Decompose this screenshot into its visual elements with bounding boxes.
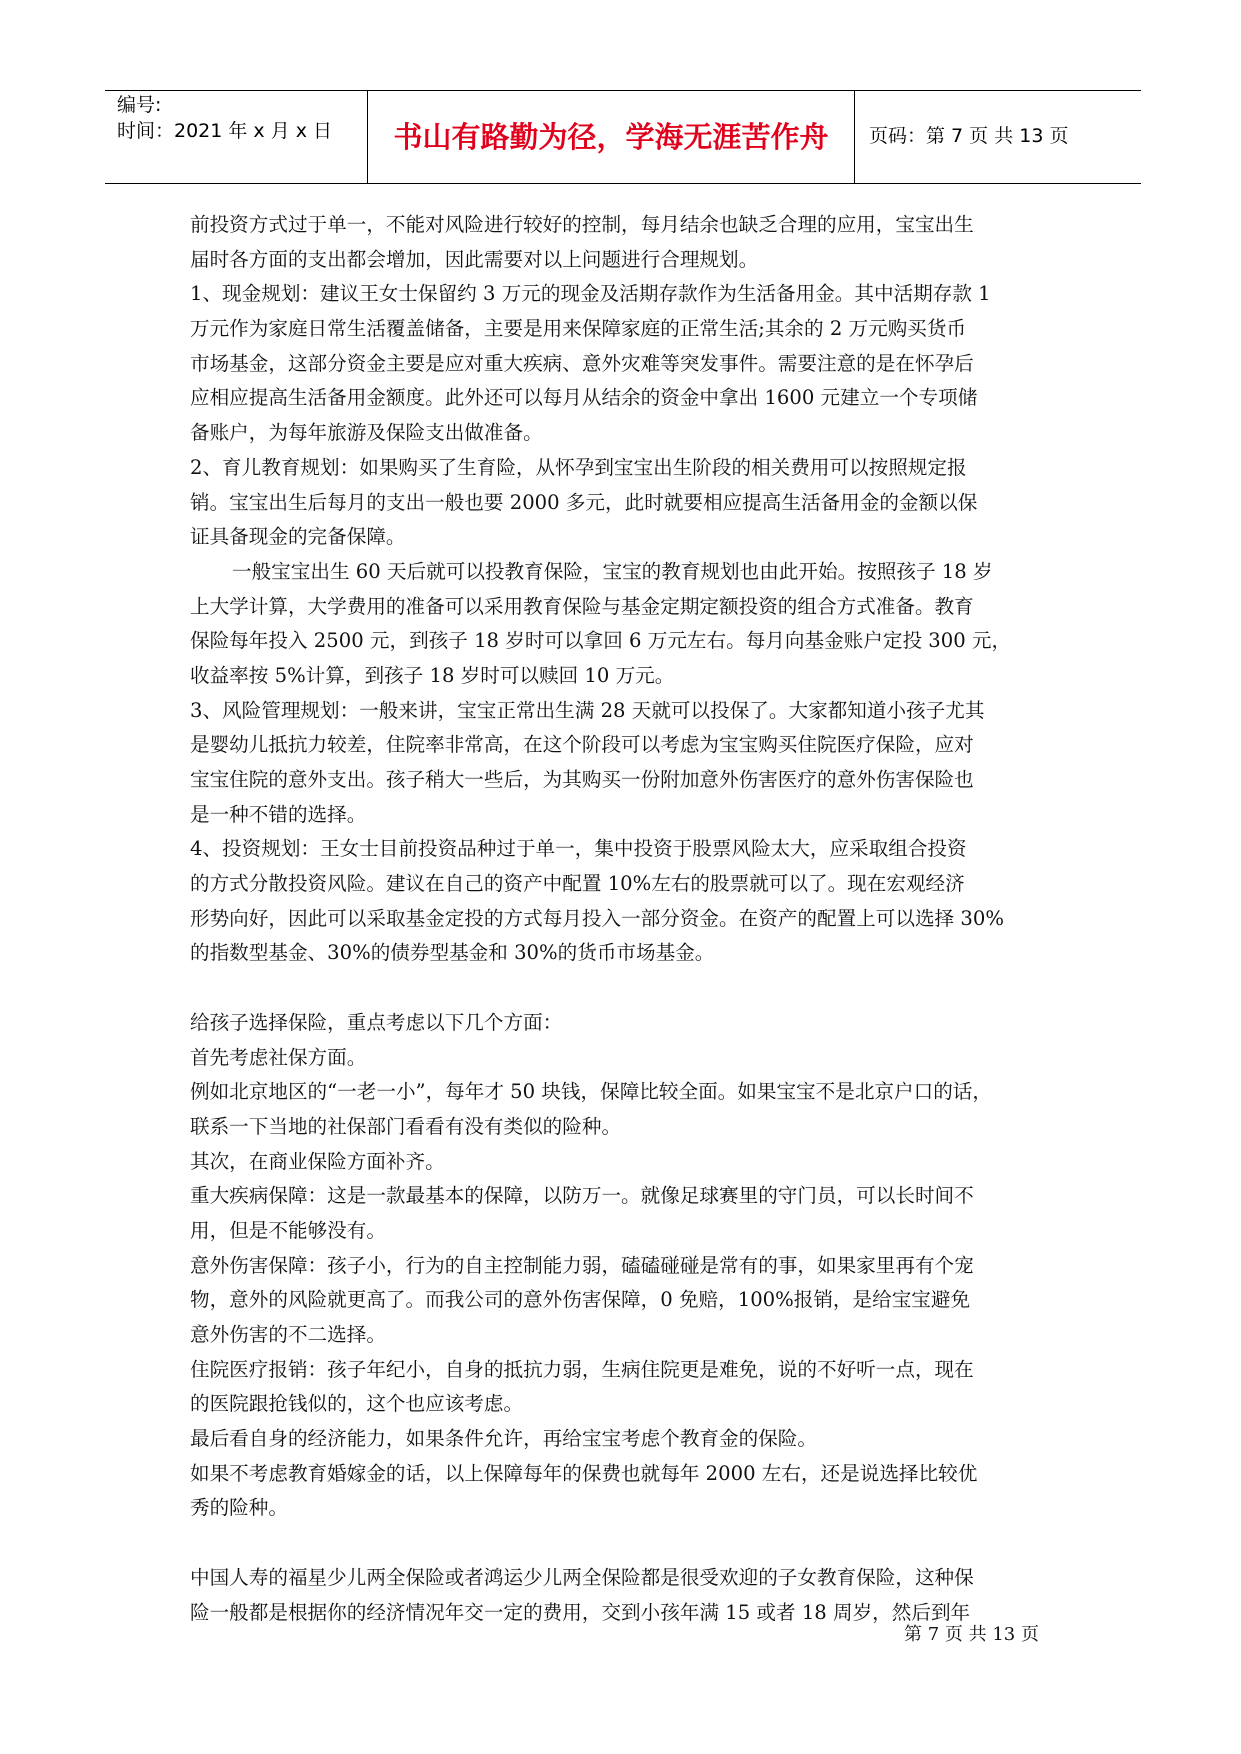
text-line: 应相应提高生活备用金额度。此外还可以每月从结余的资金中拿出 1600 元建立一个专项储: [190, 386, 978, 410]
text-line: 市场基金，这部分资金主要是应对重大疾病、意外灾难等突发事件。需要注意的是在怀孕后: [190, 351, 974, 375]
text-line: 届时各方面的支出都会增加，因此需要对以上问题进行合理规划。: [190, 247, 759, 271]
page-header: [105, 90, 1141, 184]
text-line: 物，意外的风险就更高了。而我公司的意外伤害保障，0 免赔，100%报销，是给宝宝避免: [190, 1288, 971, 1312]
text-line: 3、风险管理规划：一般来讲，宝宝正常出生满 28 天就可以投保了。大家都知道小孩子尤其: [190, 698, 985, 722]
text-line: 保险每年投入 2500 元，到孩子 18 岁时可以拿回 6 万元左右。每月向基金账户定投 300 元，: [190, 629, 1012, 653]
text-line: 给孩子选择保险，重点考虑以下几个方面：: [190, 1010, 563, 1034]
text-line: 首先考虑社保方面。: [190, 1045, 367, 1069]
text-line: 2、育儿教育规划：如果购买了生育险，从怀孕到宝宝出生阶段的相关费用可以按照规定报: [190, 455, 967, 479]
text-line: 如果不考虑教育婚嫁金的话，以上保障每年的保费也就每年 2000 左右，还是说选择比较优: [190, 1461, 978, 1485]
text-line: 一般宝宝出生 60 天后就可以投教育保险，宝宝的教育规划也由此开始。按照孩子 18 岁: [232, 559, 993, 583]
text-line: 秀的险种。: [190, 1496, 288, 1520]
text-line: 是一种不错的选择。: [190, 802, 367, 826]
text-line: 4、投资规划：王女士目前投资品种过于单一，集中投资于股票风险太大，应采取组合投资: [190, 837, 967, 861]
text-line: 例如北京地区的“一老一小”，每年才 50 块钱，保障比较全面。如果宝宝不是北京户口的话，: [190, 1080, 992, 1104]
text-line: 前投资方式过于单一，不能对风险进行较好的控制，每月结余也缺乏合理的应用，宝宝出生: [190, 213, 974, 236]
text-line: 上大学计算，大学费用的准备可以采用教育保险与基金定期定额投资的组合方式准备。教育: [190, 594, 974, 618]
document-number-label: 编号:: [117, 94, 162, 116]
text-line: 险一般都是根据你的经济情况年交一定的费用，交到小孩年满 15 或者 18 周岁，然后到年: [190, 1600, 971, 1624]
header-page-code: 页码：第 7 页 共 13 页: [869, 125, 1069, 147]
document-body: [190, 208, 1060, 1630]
header-page-cell: [855, 91, 1141, 183]
paragraph-gap: [190, 971, 1060, 1006]
text-line: 意外伤害的不二选择。: [190, 1323, 386, 1346]
text-line: 中国人寿的福星少儿两全保险或者鸿运少儿两全保险都是很受欢迎的子女教育保险，这种保: [190, 1565, 974, 1589]
document-time-label: 时间：2021 年 x 月 x 日: [117, 120, 333, 142]
text-line: 的方式分散投资风险。建议在自己的资产中配置 10%左右的股票就可以了。现在宏观经济: [190, 872, 965, 896]
text-line: 的医院跟抢钱似的，这个也应该考虑。: [190, 1392, 524, 1416]
text-line: 住院医疗报销：孩子年纪小，自身的抵抗力弱，生病住院更是难免，说的不好听一点，现在: [190, 1357, 974, 1381]
text-line: 联系一下当地的社保部门看看有没有类似的险种。: [190, 1114, 622, 1138]
text-line: 备账户，为每年旅游及保险支出做准备。: [190, 421, 543, 445]
text-line: 万元作为家庭日常生活覆盖储备，主要是用来保障家庭的正常生活;其余的 2 万元购买货币: [190, 317, 967, 341]
text-line: 宝宝住院的意外支出。孩子稍大一些后，为其购买一份附加意外伤害医疗的意外伤害保险也: [190, 768, 974, 791]
text-line: 形势向好，因此可以采取基金定投的方式每月投入一部分资金。在资产的配置上可以选择 30%: [190, 906, 1004, 930]
header-meta-cell: [105, 91, 367, 183]
text-line: 证具备现金的完备保障。: [190, 525, 406, 549]
text-line: 最后看自身的经济能力，如果条件允许，再给宝宝考虑个教育金的保险。: [190, 1427, 817, 1451]
text-line: 重大疾病保障：这是一款最基本的保障，以防万一。就像足球赛里的守门员，可以长时间不: [190, 1184, 974, 1208]
paragraph-gap: [190, 1526, 1060, 1561]
text-line: 是婴幼儿抵抗力较差，住院率非常高，在这个阶段可以考虑为宝宝购买住院医疗保险，应对: [190, 733, 974, 757]
text-line: 其次，在商业保险方面补齐。: [190, 1149, 445, 1173]
text-line: 的指数型基金、30%的债券型基金和 30%的货币市场基金。: [190, 941, 715, 965]
page-footer-number: 第 7 页 共 13 页: [904, 1624, 1039, 1645]
text-line: 1、现金规划：建议王女士保留约 3 万元的现金及活期存款作为生活备用金。其中活期存款 1: [190, 282, 991, 306]
text-line: 销。宝宝出生后每月的支出一般也要 2000 多元，此时就要相应提高生活备用金的金额以保: [190, 490, 978, 514]
text-line: 收益率按 5%计算，到孩子 18 岁时可以赎回 10 万元。: [190, 663, 675, 687]
header-motto-cell: [367, 91, 855, 183]
text-line: 意外伤害保障：孩子小，行为的自主控制能力弱，磕磕碰碰是常有的事，如果家里再有个宠: [190, 1253, 974, 1277]
header-motto: 书山有路勤为径，学海无涯苦作舟: [393, 120, 829, 154]
text-line: 用，但是不能够没有。: [190, 1218, 386, 1242]
